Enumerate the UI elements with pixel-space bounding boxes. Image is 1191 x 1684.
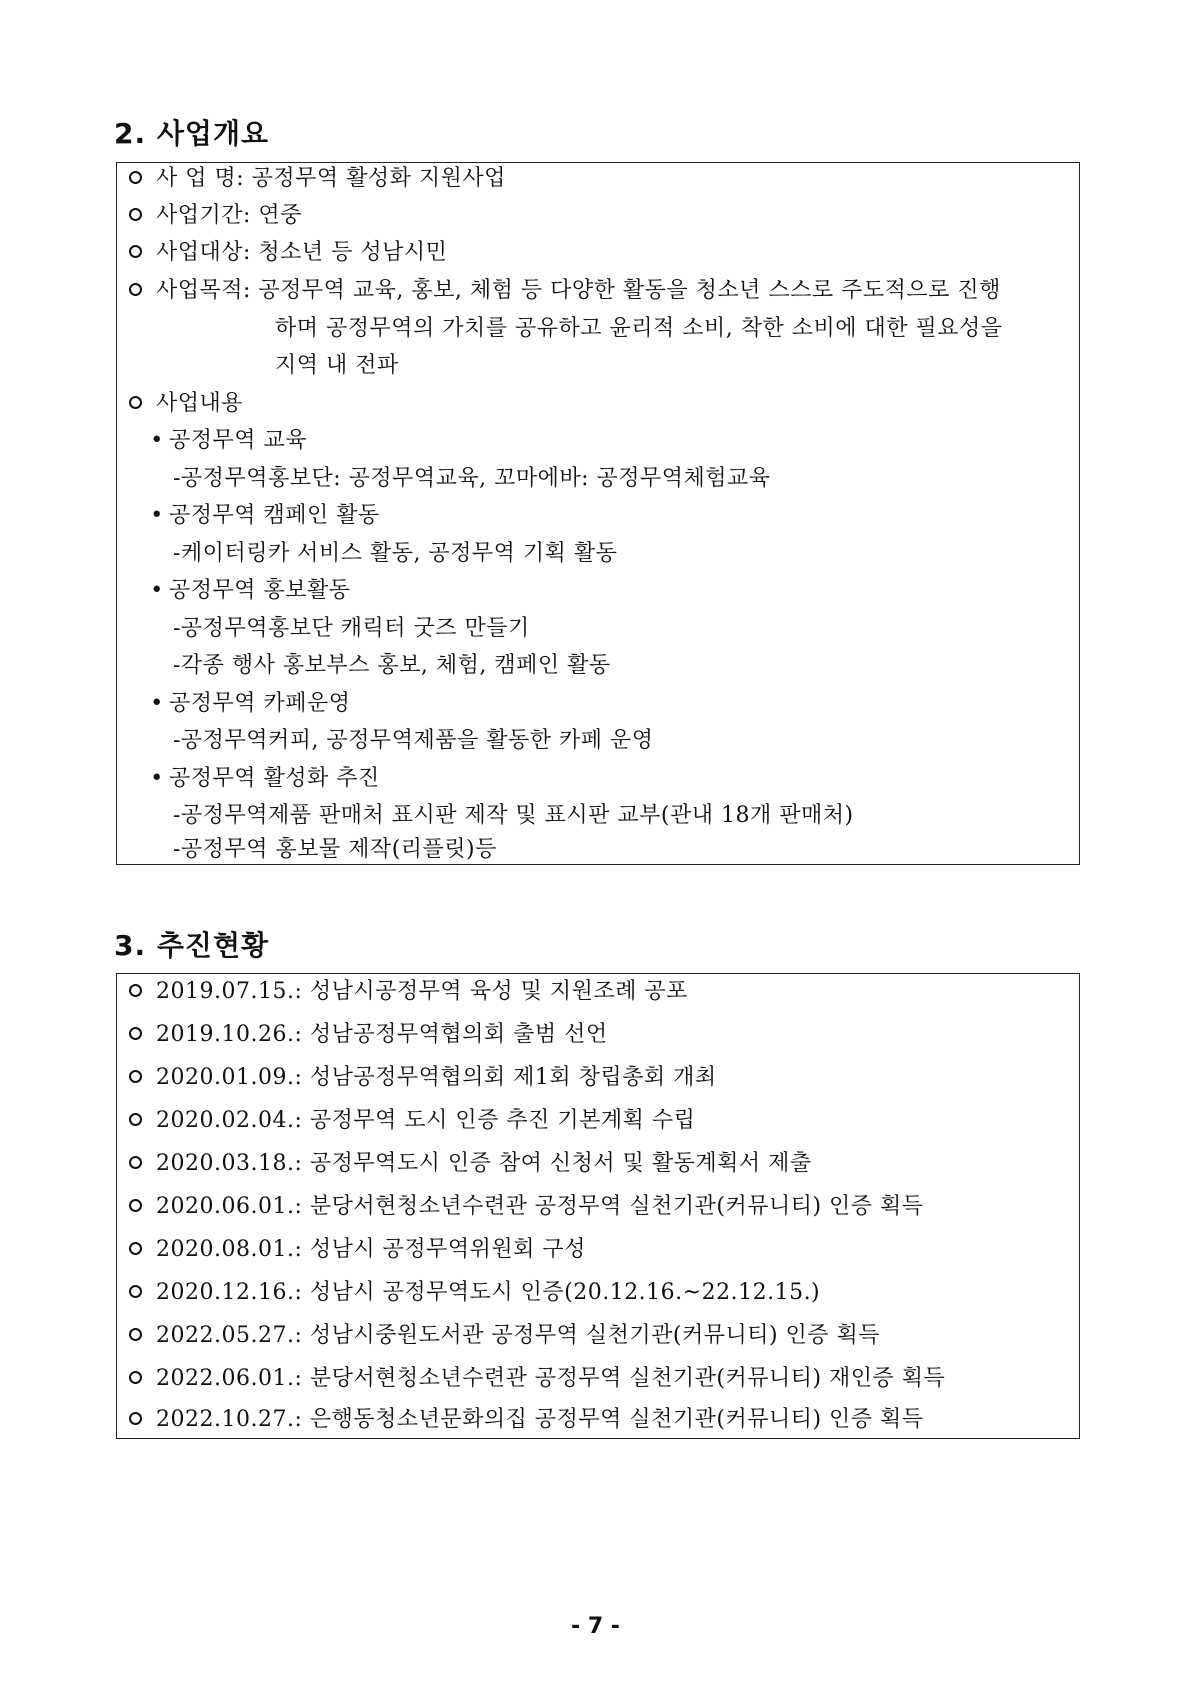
overview-item-target: 사업대상: 청소년 등 성남시민 [129, 240, 447, 266]
page-number: - 7 - [571, 1614, 620, 1639]
overview-item-content: 사업내용 [129, 391, 243, 417]
progress-item: 2022.06.01.: 분당서현청소년수련관 공정무역 실천기관(커뮤니티) 재인증 획득 [129, 1366, 945, 1392]
circle-bullet-icon [129, 208, 142, 221]
dot-bullet-icon: • [150, 428, 164, 453]
circle-bullet-icon [129, 1285, 142, 1298]
content-item-title: • 공정무역 홍보활동 [145, 578, 351, 604]
progress-item: 2019.10.26.: 성남공정무역협의회 출범 선언 [129, 1022, 608, 1048]
circle-bullet-icon [129, 1027, 142, 1040]
circle-bullet-icon [129, 1156, 142, 1169]
circle-bullet-icon [129, 1070, 142, 1083]
progress-item: 2020.03.18.: 공정무역도시 인증 참여 신청서 및 활동계획서 제출 [129, 1151, 812, 1177]
circle-bullet-icon [129, 984, 142, 997]
circle-bullet-icon [129, 1412, 142, 1425]
progress-item: 2020.08.01.: 성남시 공정무역위원회 구성 [129, 1237, 586, 1263]
overview-item-name: 사 업 명: 공정무역 활성화 지원사업 [129, 166, 506, 192]
content-item-title: • 공정무역 캠페인 활동 [145, 503, 380, 529]
dot-bullet-icon: • [150, 766, 164, 791]
progress-item: 2019.07.15.: 성남시공정무역 육성 및 지원조례 공포 [129, 979, 688, 1005]
dot-bullet-icon: • [150, 691, 164, 716]
overview-item-purpose: 사업목적: 공정무역 교육, 홍보, 체험 등 다양한 활동을 청소년 스스로 주도적으로 진행 [129, 278, 1001, 304]
content-item-detail: -각종 행사 홍보부스 홍보, 체험, 캠페인 활동 [173, 653, 611, 678]
content-item-title: • 공정무역 카페운영 [145, 691, 351, 717]
circle-bullet-icon [129, 283, 142, 296]
circle-bullet-icon [129, 245, 142, 258]
overview-item-period: 사업기간: 연중 [129, 203, 302, 229]
content-item-detail: -공정무역 홍보물 제작(리플릿)등 [173, 837, 497, 862]
section-2-heading: 2. 사업개요 [114, 117, 270, 150]
progress-item: 2022.05.27.: 성남시중원도서관 공정무역 실천기관(커뮤니티) 인증 획득 [129, 1323, 880, 1349]
content-item-title: • 공정무역 활성화 추진 [145, 766, 380, 792]
progress-item: 2022.10.27.: 은행동청소년문화의집 공정무역 실천기관(커뮤니티) 인증 획득 [129, 1407, 924, 1433]
circle-bullet-icon [129, 396, 142, 409]
section-3-heading: 3. 추진현황 [114, 929, 270, 962]
content-item-detail: -케이터링카 서비스 활동, 공정무역 기획 활동 [173, 541, 618, 566]
business-overview-box [116, 162, 1080, 865]
purpose-continuation-line: 하며 공정무역의 가치를 공유하고 윤리적 소비, 착한 소비에 대한 필요성을 [275, 316, 1003, 341]
progress-item: 2020.06.01.: 분당서현청소년수련관 공정무역 실천기관(커뮤니티) 인증 획득 [129, 1194, 924, 1220]
circle-bullet-icon [129, 1113, 142, 1126]
circle-bullet-icon [129, 1328, 142, 1341]
dot-bullet-icon: • [150, 578, 164, 603]
content-item-detail: -공정무역홍보단: 공정무역교육, 꼬마에바: 공정무역체험교육 [173, 466, 771, 491]
circle-bullet-icon [129, 1371, 142, 1384]
circle-bullet-icon [129, 1199, 142, 1212]
circle-bullet-icon [129, 171, 142, 184]
progress-item: 2020.02.04.: 공정무역 도시 인증 추진 기본계획 수립 [129, 1108, 695, 1134]
purpose-continuation-line: 지역 내 전파 [275, 353, 399, 378]
content-item-detail: -공정무역홍보단 캐릭터 굿즈 만들기 [173, 616, 530, 641]
progress-item: 2020.12.16.: 성남시 공정무역도시 인증(20.12.16.~22.12.15.) [129, 1280, 820, 1306]
circle-bullet-icon [129, 1242, 142, 1255]
content-item-detail: -공정무역제품 판매처 표시판 제작 및 표시판 교부(관내 18개 판매처) [173, 803, 854, 828]
progress-status-box [116, 973, 1080, 1439]
content-item-detail: -공정무역커피, 공정무역제품을 활동한 카페 운영 [173, 728, 654, 753]
progress-item: 2020.01.09.: 성남공정무역협의회 제1회 창립총회 개최 [129, 1065, 717, 1091]
dot-bullet-icon: • [150, 503, 164, 528]
content-item-title: • 공정무역 교육 [145, 428, 307, 454]
